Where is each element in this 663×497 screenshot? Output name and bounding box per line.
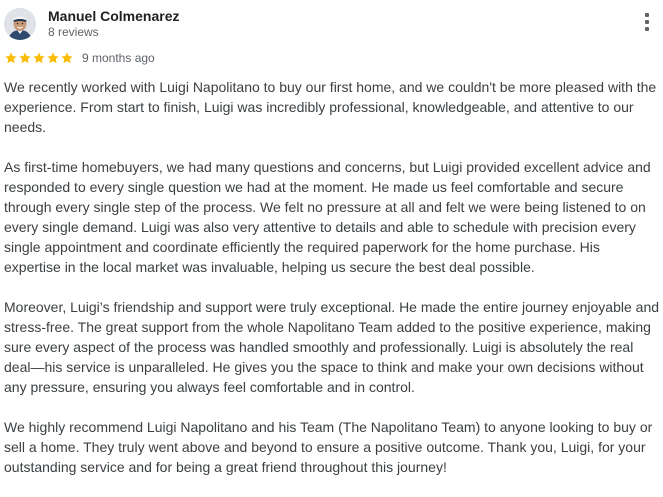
more-vert-icon-dot [645,20,649,24]
review-header [4,6,179,42]
author-name[interactable]: Manuel Colmenarez [48,8,180,24]
star-icon [32,51,46,65]
review-date: 9 months ago [82,51,155,65]
review-text [4,77,660,497]
avatar[interactable] [4,8,36,40]
rating-row [4,50,155,66]
review-paragraph: We highly recommend Luigi Napolitano and his Team (The Napolitano Team) to anyone looking to buy or sell a home. They truly went above and beyond to ensure a positive outcome. Thank you, Luigi, for your outstanding service and for being a great friend throughout this journey! [4,419,653,475]
user-avatar-icon [4,8,36,40]
author-block [48,8,179,40]
more-vert-icon [645,13,649,17]
more-vert-icon-dot [645,27,649,31]
star-icon [18,51,32,65]
review-paragraph: As first-time homebuyers, we had many questions and concerns, but Luigi provided excellent advice and responded to every single question we had at the moment. He made us feel comfortable and secure through every single step of the process. We felt no pressure at all and felt we were being listened to on every single demand. Luigi was also very attentive to details and able to schedule with precision every single appointment and coordinate efficiently the required paperwork for the home purchase. His expertise in the local market was invaluable, helping us secure the best deal possible. [4,159,651,275]
star-icon [4,51,18,65]
review-paragraph: Moreover, Luigi’s friendship and support were truly exceptional. He made the entire journey enjoyable and stress-free. The great support from the whole Napolitano Team added to the positive experience, making sure every aspect of the process was handled smoothly and professionally. Luigi is absolutely the real deal—his service is unparalleled. He gives you the space to think and make your own decisions without any pressure, ensuring you always feel comfortable and in control. [4,299,660,395]
more-options-button[interactable] [639,10,655,34]
star-rating [4,51,74,65]
review-paragraph: We recently worked with Luigi Napolitano to buy our first home, and we couldn't be more pleased with the experience. From start to finish, Luigi was incredibly professional, knowledgeable, and attentive to our needs. [4,79,657,135]
author-reviews-count: 8 reviews [48,25,99,39]
star-icon [46,51,60,65]
star-icon [60,51,74,65]
